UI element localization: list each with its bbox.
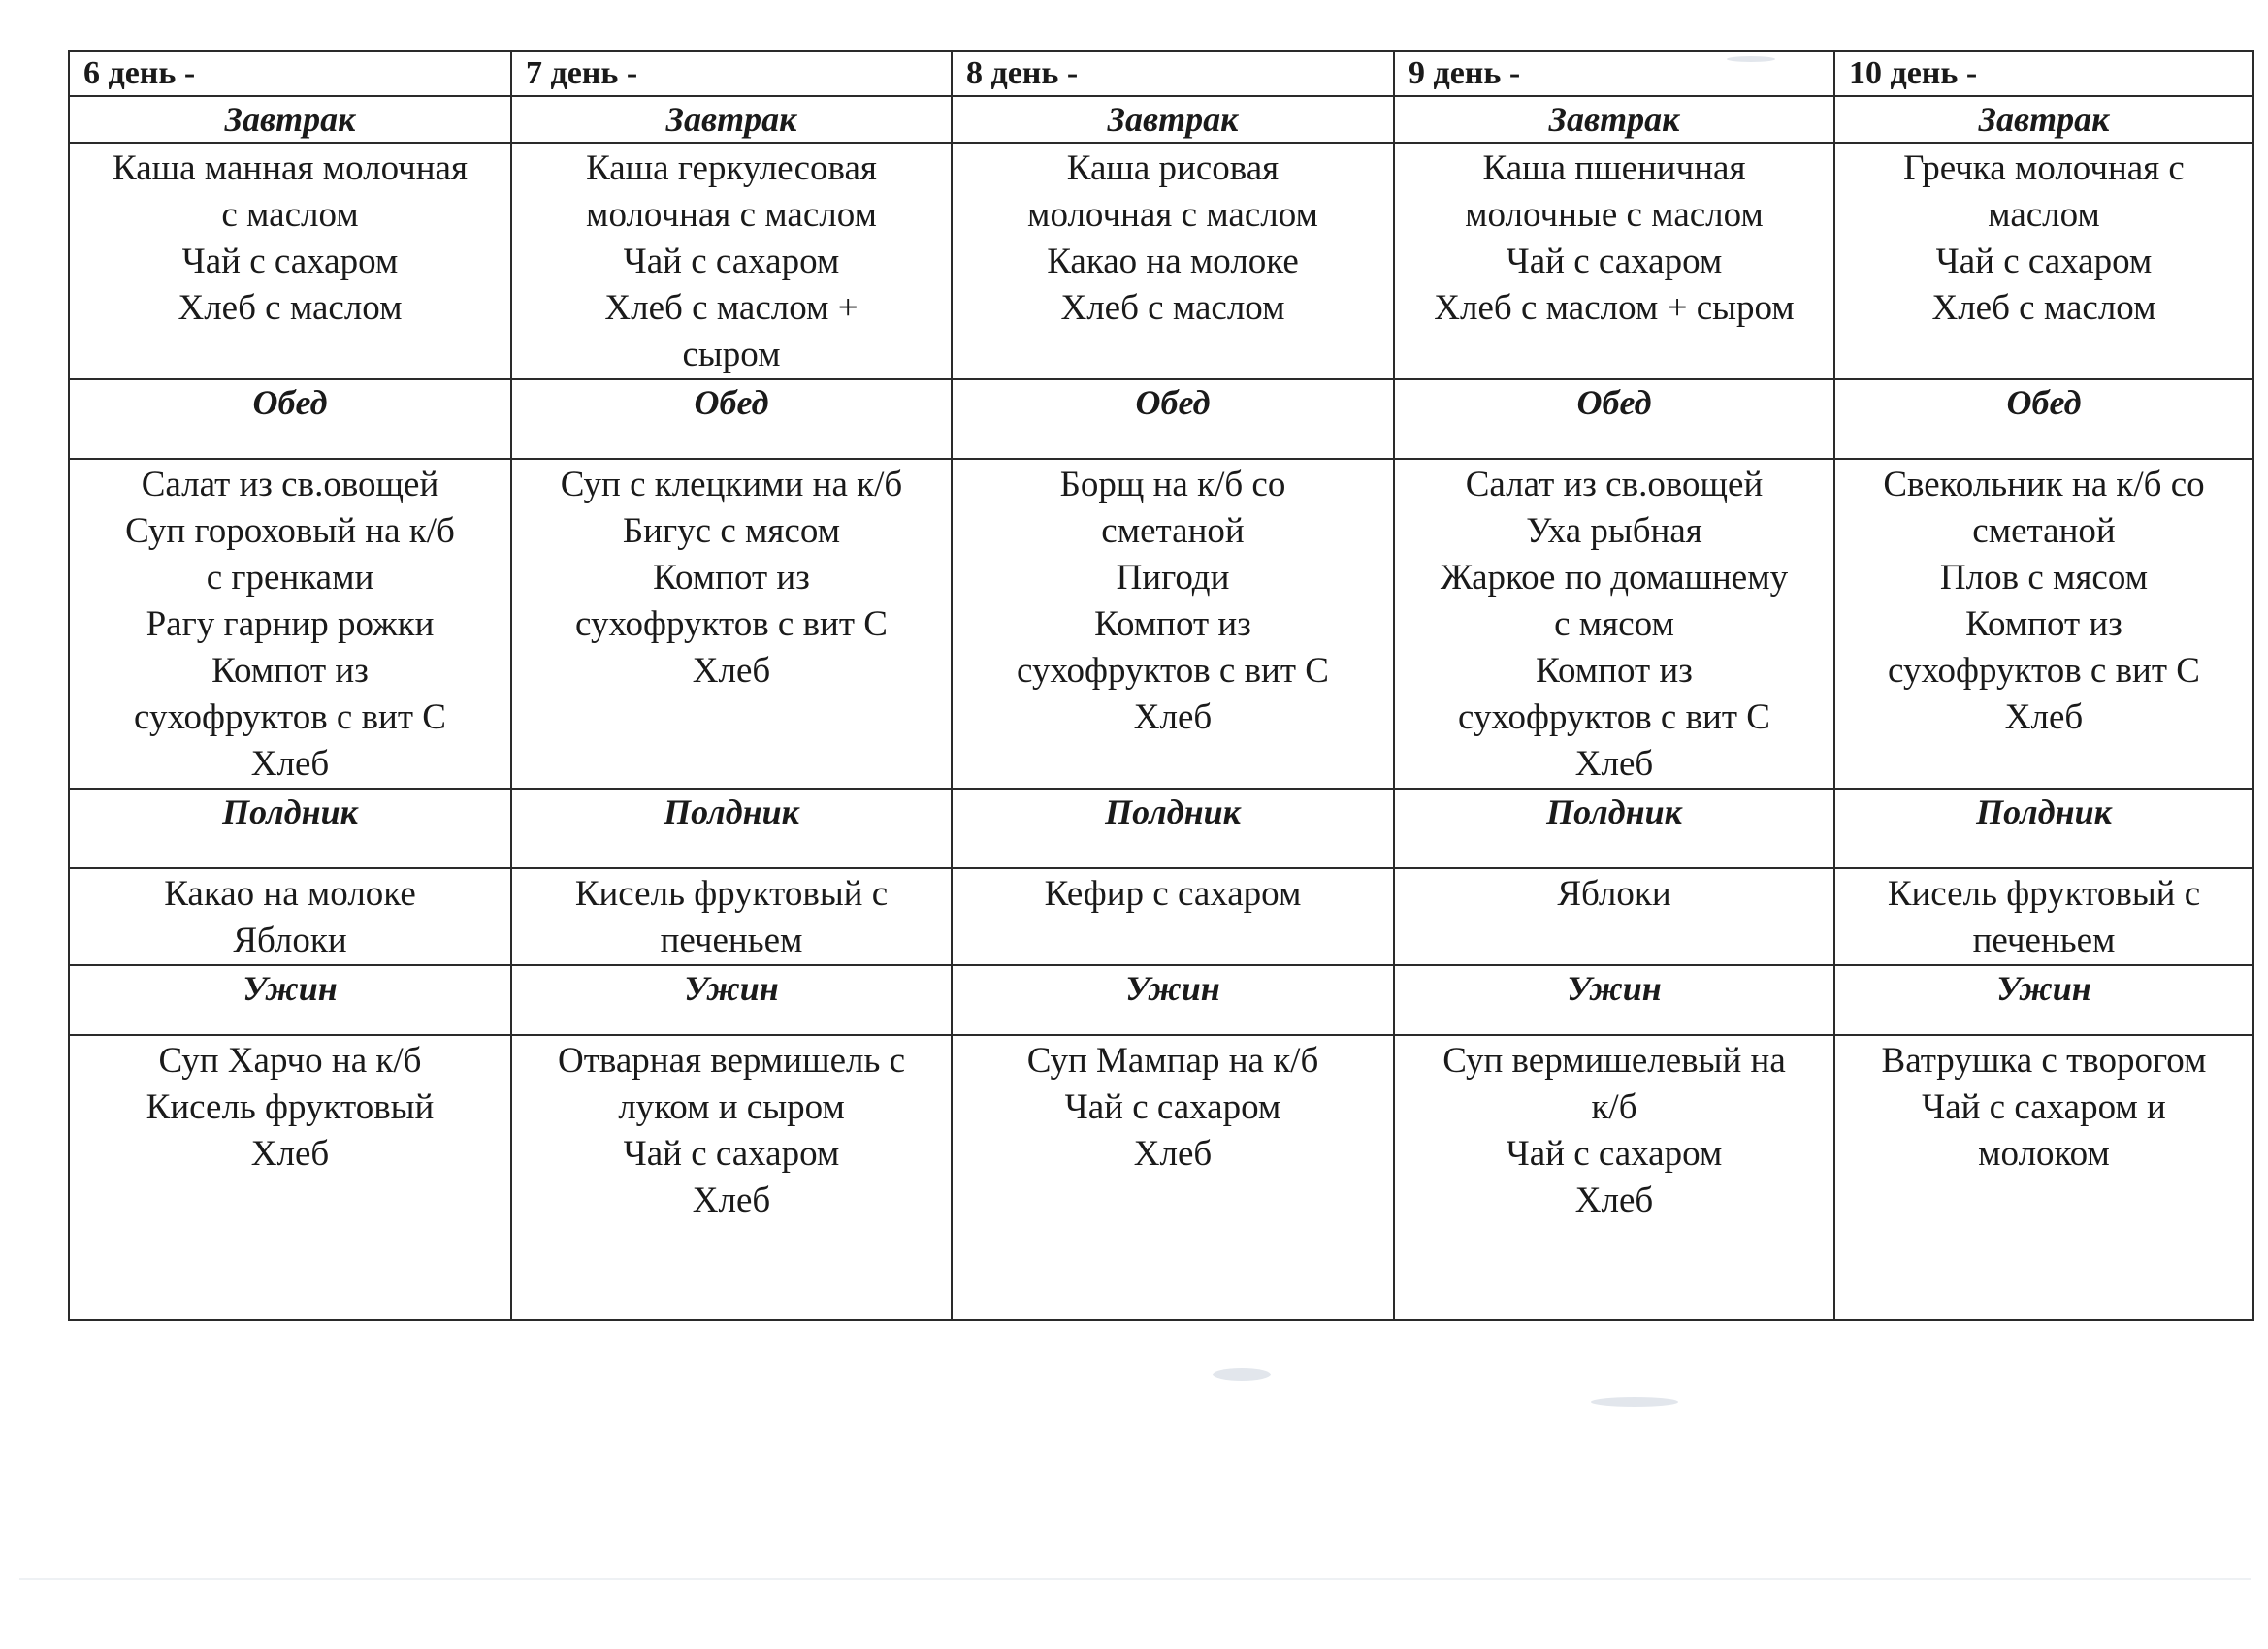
dish-item: Суп Харчо на к/б	[158, 1041, 422, 1081]
scan-speck	[1591, 1397, 1678, 1406]
dish-item: луком и сыром	[618, 1087, 845, 1127]
dinner-dishes	[511, 1035, 952, 1320]
meal-heading-lunch: Обед	[511, 379, 952, 459]
lunch-dishes	[952, 459, 1394, 789]
dish-item: Свекольник на к/б со	[1883, 465, 2205, 504]
dish-item: Хлеб	[1133, 1134, 1213, 1174]
dish-item: Хлеб	[1574, 1180, 1654, 1220]
lunch-dishes-row	[69, 459, 2253, 789]
dish-item: Компот из	[1094, 604, 1251, 644]
dish-item: Чай с сахаром	[181, 242, 399, 281]
meal-heading-breakfast: Завтрак	[1394, 96, 1834, 143]
meal-heading-lunch: Обед	[1394, 379, 1834, 459]
day-label: 10 день -	[1834, 51, 2253, 96]
lunch-dishes	[69, 459, 511, 789]
meal-heading-lunch: Обед	[1834, 379, 2253, 459]
dish-item: Борщ на к/б со	[1059, 465, 1286, 504]
breakfast-heading-row	[69, 96, 2253, 143]
snack-dishes	[1834, 868, 2253, 965]
meal-heading-snack: Полдник	[952, 789, 1394, 868]
dish-item: сухофруктов с вит С	[1458, 697, 1770, 737]
dish-item: Хлеб	[250, 1134, 330, 1174]
breakfast-dishes	[69, 143, 511, 379]
dinner-dishes	[952, 1035, 1394, 1320]
day-label: 7 день -	[511, 51, 952, 96]
dish-item: Каша рисовая	[1066, 148, 1280, 188]
lunch-dishes	[1394, 459, 1834, 789]
snack-dishes	[1394, 868, 1834, 965]
dish-item: Хлеб	[692, 1180, 771, 1220]
dish-item: Хлеб	[1133, 697, 1213, 737]
dish-item: молочная с маслом	[586, 195, 877, 235]
dish-item: Ватрушка с творогом	[1881, 1041, 2207, 1081]
breakfast-dishes	[952, 143, 1394, 379]
dish-item: Хлеб	[250, 744, 330, 784]
dish-item: Компот из	[1965, 604, 2122, 644]
meal-heading-dinner: Ужин	[1394, 965, 1834, 1035]
lunch-dishes	[511, 459, 952, 789]
dish-item: Бигус с мясом	[622, 511, 841, 551]
dish-item: молоком	[1978, 1134, 2110, 1174]
dish-item: Каша манная молочная	[113, 148, 468, 188]
dish-item: Хлеб с маслом	[178, 288, 403, 328]
dish-item: Хлеб с маслом	[1931, 288, 2156, 328]
dish-item: Кисель фруктовый с	[574, 874, 889, 914]
dish-item: Суп вермишелевый на	[1442, 1041, 1786, 1081]
day-label: 6 день -	[69, 51, 511, 96]
breakfast-dishes	[511, 143, 952, 379]
scan-artifact-line	[19, 1578, 2251, 1580]
snack-dishes	[511, 868, 952, 965]
snack-dishes	[69, 868, 511, 965]
dish-item: Хлеб с маслом + сыром	[1434, 288, 1795, 328]
dish-item: сухофруктов с вит С	[575, 604, 888, 644]
dish-item: Яблоки	[233, 921, 347, 960]
dish-item: с мясом	[1554, 604, 1674, 644]
dish-item: Салат из св.овощей	[1465, 465, 1764, 504]
meal-heading-snack: Полдник	[511, 789, 952, 868]
dish-item: Хлеб	[1574, 744, 1654, 784]
meal-heading-snack: Полдник	[1394, 789, 1834, 868]
dish-item: Яблоки	[1557, 874, 1671, 914]
dish-item: Чай с сахаром и	[1922, 1087, 2166, 1127]
day-header-row	[69, 51, 2253, 96]
dish-item: Кисель фруктовый	[146, 1087, 435, 1127]
dish-item: Чай с сахаром	[623, 1134, 840, 1174]
meal-heading-breakfast: Завтрак	[511, 96, 952, 143]
dish-item: печеньем	[1972, 921, 2116, 960]
dish-item: Чай с сахаром	[1506, 1134, 1723, 1174]
dish-item: Чай с сахаром	[1064, 1087, 1281, 1127]
dish-item: Кисель фруктовый с	[1887, 874, 2201, 914]
dish-item: Каша пшеничная	[1482, 148, 1746, 188]
breakfast-dishes-row	[69, 143, 2253, 379]
dinner-heading-row	[69, 965, 2253, 1035]
dish-item: сухофруктов с вит С	[1888, 651, 2200, 691]
dish-item: Пигоди	[1116, 558, 1230, 598]
dish-item: Компот из	[653, 558, 810, 598]
dish-item: молочная с маслом	[1027, 195, 1318, 235]
dish-item: Суп с клецкими на к/б	[560, 465, 903, 504]
dish-item: Кефир с сахаром	[1044, 874, 1302, 914]
dish-item: Отварная вермишель с	[557, 1041, 906, 1081]
dish-item: Компот из	[211, 651, 369, 691]
day-label: 9 день -	[1394, 51, 1834, 96]
lunch-heading-row	[69, 379, 2253, 459]
meal-heading-breakfast: Завтрак	[69, 96, 511, 143]
dish-item: печеньем	[660, 921, 803, 960]
dish-item: Хлеб с маслом	[1060, 288, 1285, 328]
meal-heading-breakfast: Завтрак	[1834, 96, 2253, 143]
dish-item: Уха рыбная	[1526, 511, 1702, 551]
dinner-dishes-row	[69, 1035, 2253, 1320]
scan-speck	[1213, 1368, 1271, 1381]
dish-item: Хлеб	[2004, 697, 2084, 737]
snack-heading-row	[69, 789, 2253, 868]
lunch-dishes	[1834, 459, 2253, 789]
meal-heading-lunch: Обед	[952, 379, 1394, 459]
dish-item: Каша геркулесовая	[586, 148, 877, 188]
dish-item: маслом	[1988, 195, 2100, 235]
dinner-dishes	[1834, 1035, 2253, 1320]
meal-heading-dinner: Ужин	[69, 965, 511, 1035]
weekly-menu-table	[68, 50, 2254, 1321]
dish-item: Гречка молочная с	[1903, 148, 2185, 188]
dish-item: Компот из	[1536, 651, 1693, 691]
meal-heading-lunch: Обед	[69, 379, 511, 459]
dish-item: сметаной	[1101, 511, 1245, 551]
dish-item: Какао на молоке	[1047, 242, 1299, 281]
dish-item: Какао на молоке	[164, 874, 416, 914]
dish-item: сухофруктов с вит С	[1017, 651, 1329, 691]
dish-item: с гренками	[206, 558, 374, 598]
dish-item: сыром	[682, 335, 781, 374]
meal-heading-dinner: Ужин	[511, 965, 952, 1035]
snack-dishes-row	[69, 868, 2253, 965]
meal-heading-dinner: Ужин	[952, 965, 1394, 1035]
dish-item: Плов с мясом	[1939, 558, 2149, 598]
dish-item: Жаркое по домашнему	[1440, 558, 1789, 598]
day-label: 8 день -	[952, 51, 1394, 96]
meal-heading-snack: Полдник	[1834, 789, 2253, 868]
dish-item: молочные с маслом	[1465, 195, 1764, 235]
dish-item: Рагу гарнир рожки	[146, 604, 435, 644]
snack-dishes	[952, 868, 1394, 965]
meal-heading-breakfast: Завтрак	[952, 96, 1394, 143]
meal-heading-snack: Полдник	[69, 789, 511, 868]
dish-item: Суп гороховый на к/б	[125, 511, 455, 551]
dish-item: сметаной	[1972, 511, 2116, 551]
breakfast-dishes	[1834, 143, 2253, 379]
dish-item: Салат из св.овощей	[141, 465, 439, 504]
dish-item: с маслом	[221, 195, 359, 235]
dish-item: Чай с сахаром	[1506, 242, 1723, 281]
dish-item: к/б	[1591, 1087, 1637, 1127]
dish-item: Суп Мампар на к/б	[1026, 1041, 1319, 1081]
dish-item: сухофруктов с вит С	[134, 697, 446, 737]
dish-item: Хлеб	[692, 651, 771, 691]
dish-item: Хлеб с маслом +	[604, 288, 859, 328]
dish-item: Чай с сахаром	[1935, 242, 2153, 281]
scan-speck	[1727, 56, 1775, 62]
meal-heading-dinner: Ужин	[1834, 965, 2253, 1035]
dish-item: Чай с сахаром	[623, 242, 840, 281]
breakfast-dishes	[1394, 143, 1834, 379]
dinner-dishes	[69, 1035, 511, 1320]
dinner-dishes	[1394, 1035, 1834, 1320]
